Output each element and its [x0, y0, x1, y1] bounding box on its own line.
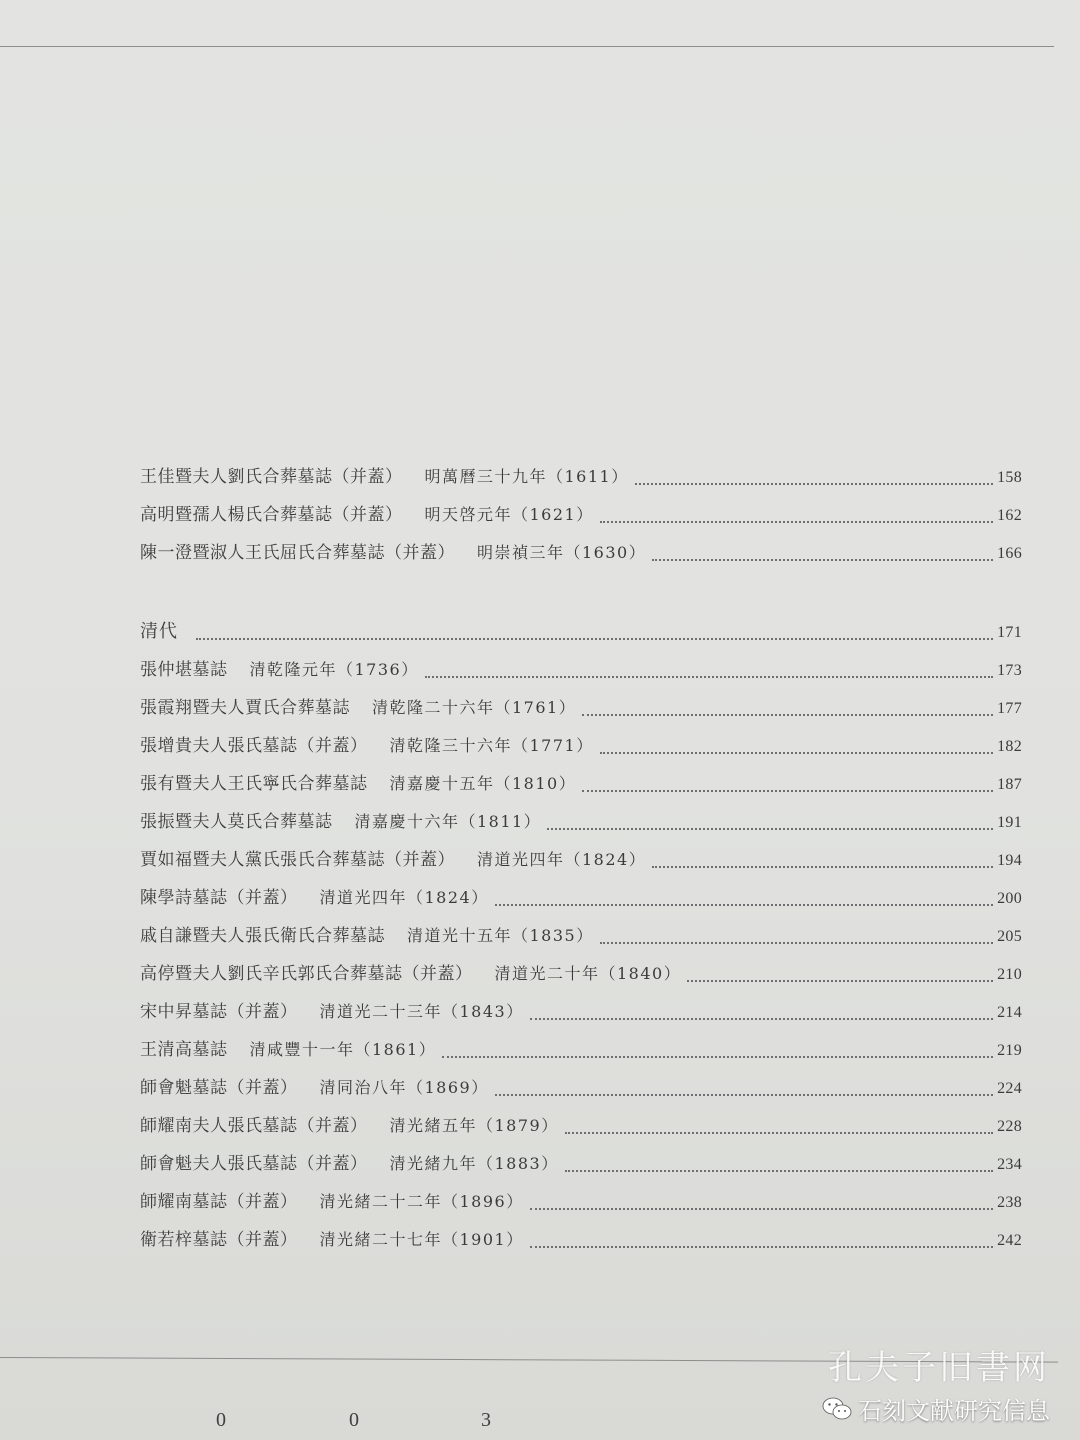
entry-date: 清乾隆三十六年（1771） [389, 736, 594, 755]
dot-leader [495, 1094, 993, 1096]
entry-date: 清道光十五年（1835） [407, 926, 594, 945]
toc-entry[interactable] [140, 845, 1022, 883]
entry-page: 234 [997, 1156, 1022, 1173]
entry-title: 衛若梓墓誌（并蓋） [140, 1230, 298, 1250]
toc-entry[interactable] [140, 959, 1022, 997]
folio-digit: 3 [481, 1409, 491, 1431]
wechat-icon [822, 1396, 852, 1422]
toc-entry[interactable] [140, 883, 1022, 921]
entry-title: 王佳暨夫人劉氏合葬墓誌（并蓋） [140, 467, 403, 487]
entry-title: 賈如福暨夫人黨氏張氏合葬墓誌（并蓋） [140, 850, 455, 870]
dot-leader [547, 828, 993, 830]
entry-title: 陳學詩墓誌（并蓋） [140, 888, 298, 908]
toc-entry[interactable] [140, 731, 1022, 769]
entry-date: 清光緒九年（1883） [389, 1154, 559, 1173]
entry-page: 158 [997, 469, 1022, 486]
toc-entry[interactable] [140, 500, 1022, 538]
toc-entry[interactable] [140, 1035, 1022, 1073]
entry-date: 清道光二十年（1840） [494, 964, 682, 983]
entry-page: 194 [997, 852, 1022, 869]
entry-page: 219 [997, 1042, 1022, 1059]
dot-leader [635, 483, 993, 485]
ming-entries-list [140, 462, 1022, 576]
entry-title: 師會魁墓誌（并蓋） [140, 1078, 298, 1098]
entry-page: 228 [997, 1118, 1022, 1135]
entry-date: 清光緒五年（1879） [389, 1116, 559, 1135]
dot-leader [495, 904, 993, 906]
watermark [822, 1340, 1050, 1426]
entry-date: 清乾隆元年（1736） [249, 660, 419, 679]
entry-page: 224 [997, 1080, 1022, 1097]
dot-leader [582, 714, 993, 716]
dot-leader [652, 866, 993, 868]
dot-leader [425, 676, 993, 678]
entry-page: 187 [997, 776, 1022, 793]
entry-page: 182 [997, 738, 1022, 755]
watermark-account [822, 1391, 1050, 1426]
dot-leader [530, 1208, 993, 1210]
entry-date: 清同治八年（1869） [319, 1078, 489, 1097]
toc-entry[interactable] [140, 693, 1022, 731]
toc-entry[interactable] [140, 807, 1022, 845]
entry-title: 王清高墓誌 [140, 1040, 228, 1060]
toc-entry[interactable] [140, 1073, 1022, 1111]
entry-date: 清咸豐十一年（1861） [249, 1040, 437, 1059]
section-page: 171 [997, 624, 1022, 641]
entry-date: 明萬曆三十九年（1611） [424, 467, 629, 486]
entry-date: 清嘉慶十六年（1811） [354, 812, 542, 831]
toc-entry[interactable] [140, 538, 1022, 576]
entry-page: 210 [997, 966, 1022, 983]
entry-title: 高停暨夫人劉氏辛氏郭氏合葬墓誌（并蓋） [140, 964, 473, 984]
dot-leader [600, 752, 993, 754]
entry-title: 師會魁夫人張氏墓誌（并蓋） [140, 1154, 368, 1174]
entry-date: 清道光二十三年（1843） [319, 1002, 524, 1021]
entry-title: 張振暨夫人莫氏合葬墓誌 [140, 812, 333, 832]
entry-date: 清乾隆二十六年（1761） [372, 698, 577, 717]
entry-title: 張霞翔暨夫人賈氏合葬墓誌 [140, 698, 350, 718]
qing-entries-list [140, 617, 1022, 1263]
entry-page: 238 [997, 1194, 1022, 1211]
section-heading-qing[interactable] [140, 617, 1022, 655]
dot-leader [687, 980, 993, 982]
entry-date: 明崇禎三年（1630） [477, 543, 647, 562]
entry-date: 清嘉慶十五年（1810） [389, 774, 577, 793]
dot-leader [565, 1170, 993, 1172]
toc-entry[interactable] [140, 921, 1022, 959]
entry-date: 清道光四年（1824） [477, 850, 647, 869]
dot-leader [530, 1018, 993, 1020]
dot-leader [582, 790, 993, 792]
entry-title: 陳一澄暨淑人王氏屈氏合葬墓誌（并蓋） [140, 543, 455, 563]
dot-leader [565, 1132, 993, 1134]
entry-title: 師耀南夫人張氏墓誌（并蓋） [140, 1116, 368, 1136]
entry-page: 191 [997, 814, 1022, 831]
toc-entry[interactable] [140, 769, 1022, 807]
watermark-site-name: 孔夫子旧書网 [828, 1348, 1050, 1388]
toc-entry[interactable] [140, 1187, 1022, 1225]
entry-title: 戚自謙暨夫人張氏衛氏合葬墓誌 [140, 926, 385, 946]
entry-title: 師耀南墓誌（并蓋） [140, 1192, 298, 1212]
folio-digit: 0 [216, 1409, 226, 1431]
dot-leader [442, 1056, 993, 1058]
entry-page: 214 [997, 1004, 1022, 1021]
dot-leader [530, 1246, 993, 1248]
watermark-account-name: 石刻文献研究信息 [858, 1397, 1050, 1425]
dot-leader [652, 559, 993, 561]
dot-leader [196, 638, 993, 640]
entry-date: 明天啓元年（1621） [424, 505, 594, 524]
entry-date: 清光緒二十二年（1896） [319, 1192, 524, 1211]
toc-entry[interactable] [140, 1111, 1022, 1149]
entry-page: 166 [997, 545, 1022, 562]
dot-leader [600, 942, 993, 944]
entry-date: 清光緒二十七年（1901） [319, 1230, 524, 1249]
toc-entry[interactable] [140, 997, 1022, 1035]
entry-page: 242 [997, 1232, 1022, 1249]
top-rule [0, 46, 1054, 47]
entry-title: 張有暨夫人王氏寧氏合葬墓誌 [140, 774, 368, 794]
toc-entry[interactable] [140, 462, 1022, 500]
entry-page: 205 [997, 928, 1022, 945]
dot-leader [600, 521, 993, 523]
entry-title: 宋中昇墓誌（并蓋） [140, 1002, 298, 1022]
toc-entry[interactable] [140, 655, 1022, 693]
entry-page: 162 [997, 507, 1022, 524]
entry-title: 高明暨孺人楊氏合葬墓誌（并蓋） [140, 505, 403, 525]
toc-entry[interactable] [140, 1225, 1022, 1263]
entry-title: 張仲堪墓誌 [140, 660, 228, 680]
section-title: 清代 [140, 621, 178, 642]
entry-date: 清道光四年（1824） [319, 888, 489, 907]
entry-page: 177 [997, 700, 1022, 717]
entry-page: 200 [997, 890, 1022, 907]
entry-page: 173 [997, 662, 1022, 679]
folio-digit: 0 [349, 1409, 359, 1431]
entry-title: 張增貴夫人張氏墓誌（并蓋） [140, 736, 368, 756]
toc-entry[interactable] [140, 1149, 1022, 1187]
